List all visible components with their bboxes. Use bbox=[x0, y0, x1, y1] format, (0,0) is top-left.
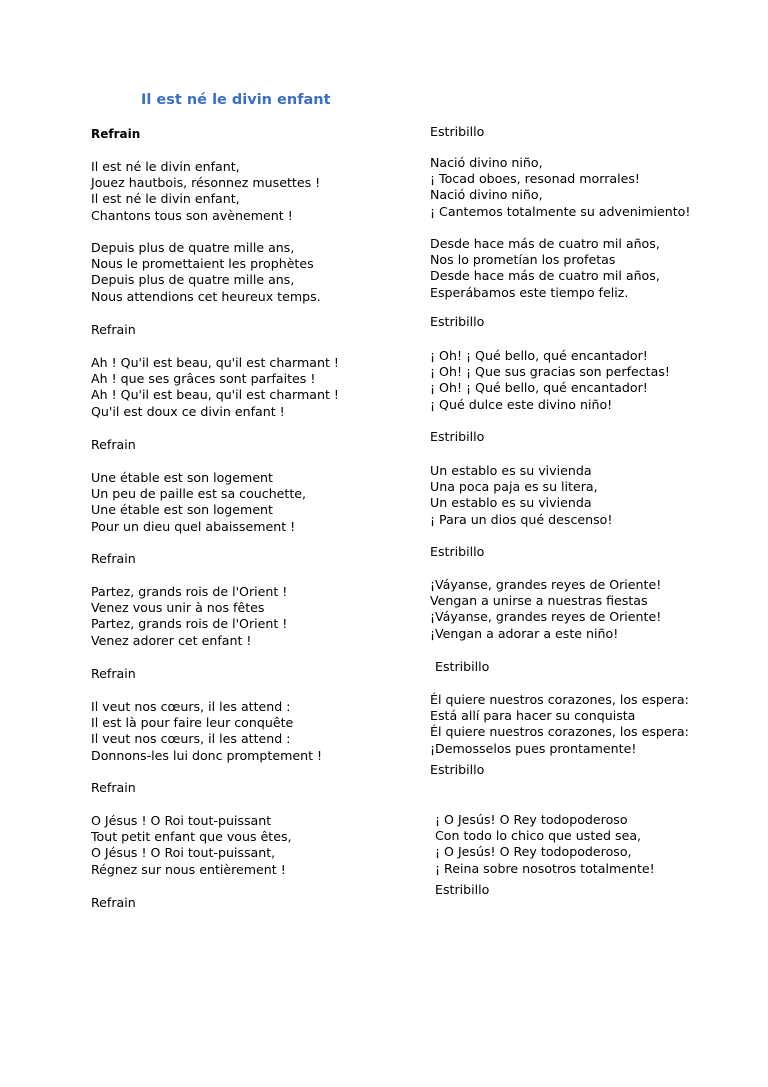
stanza-line: Partez, grands rois de l'Orient ! bbox=[91, 616, 288, 632]
french-stanza-4 bbox=[91, 470, 306, 535]
estribillo-label: Estribillo bbox=[430, 544, 485, 559]
refrain-label: Refrain bbox=[91, 437, 136, 452]
stanza-line: Tout petit enfant que vous êtes, bbox=[91, 829, 292, 845]
stanza-line: ¡Vengan a adorar a este niño! bbox=[430, 625, 619, 641]
spanish-stanza-6 bbox=[430, 692, 689, 757]
refrain-label: Refrain bbox=[91, 666, 136, 681]
stanza-line: ¡ Para un dios qué descenso! bbox=[430, 511, 613, 527]
stanza-line: ¡ Reina sobre nosotros totalmente! bbox=[435, 860, 655, 876]
stanza-line: Nos lo prometían los profetas bbox=[430, 252, 616, 268]
french-stanza-2 bbox=[91, 240, 321, 305]
spanish-stanza-3 bbox=[430, 348, 670, 413]
stanza-line: Partez, grands rois de l'Orient ! bbox=[91, 584, 288, 599]
stanza-line: Nació divino niño, bbox=[430, 155, 543, 170]
estribillo-label: Estribillo bbox=[430, 762, 485, 777]
stanza-line: Donnons-les lui donc promptement ! bbox=[91, 747, 323, 763]
estribillo-heading: Estribillo bbox=[430, 124, 485, 139]
estribillo-label: Estribillo bbox=[435, 659, 490, 674]
stanza-line: ¡ Tocad oboes, resonad morrales! bbox=[430, 171, 640, 187]
stanza-line: Un establo es su vivienda bbox=[430, 463, 592, 478]
spanish-stanza-7 bbox=[435, 812, 655, 877]
stanza-line: Nació divino niño, bbox=[430, 187, 543, 203]
stanza-line: Depuis plus de quatre mille ans, bbox=[91, 272, 295, 288]
stanza-line: Venez vous unir à nos fêtes bbox=[91, 600, 265, 616]
stanza-line: Vengan a unirse a nuestras fiestas bbox=[430, 593, 648, 609]
stanza-line: ¡ Cantemos totalmente su advenimiento! bbox=[430, 203, 691, 219]
stanza-line: Con todo lo chico que usted sea, bbox=[435, 828, 642, 844]
stanza-line: Un peu de paille est sa couchette, bbox=[91, 486, 307, 502]
stanza-line: Desde hace más de cuatro mil años, bbox=[430, 268, 660, 284]
french-stanza-5 bbox=[91, 584, 287, 649]
stanza-line: ¡Demosselos pues prontamente! bbox=[430, 740, 637, 756]
stanza-line: Une étable est son logement bbox=[91, 502, 273, 518]
estribillo-label: Estribillo bbox=[430, 314, 485, 329]
refrain-label: Refrain bbox=[91, 895, 136, 910]
french-stanza-3 bbox=[91, 355, 339, 420]
stanza-line: Una poca paja es su litera, bbox=[430, 479, 598, 495]
stanza-line: Desde hace más de cuatro mil años, bbox=[430, 236, 660, 251]
stanza-line: ¡ Oh! ¡ Qué bello, qué encantador! bbox=[430, 380, 648, 396]
spanish-stanza-5 bbox=[430, 577, 661, 642]
stanza-line: ¡ Oh! ¡ Que sus gracias son perfectas! bbox=[430, 364, 670, 380]
stanza-line: O Jésus ! O Roi tout-puissant, bbox=[91, 845, 276, 861]
stanza-line: ¡ Qué dulce este divino niño! bbox=[430, 396, 613, 412]
stanza-line: Depuis plus de quatre mille ans, bbox=[91, 240, 295, 255]
stanza-line: Il est né le divin enfant, bbox=[91, 159, 240, 174]
refrain-label: Refrain bbox=[91, 780, 136, 795]
stanza-line: Chantons tous son avènement ! bbox=[91, 207, 293, 223]
estribillo-label: Estribillo bbox=[430, 429, 485, 444]
stanza-line: O Jésus ! O Roi tout-puissant bbox=[91, 813, 272, 828]
stanza-line: Él quiere nuestros corazones, los espera: bbox=[430, 724, 689, 740]
stanza-line: Está allí para hacer su conquista bbox=[430, 708, 636, 724]
stanza-line: Venez adorer cet enfant ! bbox=[91, 632, 252, 648]
stanza-line: Il est là pour faire leur conquête bbox=[91, 715, 294, 731]
french-stanza-1 bbox=[91, 159, 320, 224]
refrain-label: Refrain bbox=[91, 322, 136, 337]
stanza-line: Régnez sur nous entièrement ! bbox=[91, 861, 286, 877]
refrain-label: Refrain bbox=[91, 551, 136, 566]
spanish-stanza-1 bbox=[430, 155, 690, 220]
stanza-line: Ah ! Qu'il est beau, qu'il est charmant ! bbox=[91, 387, 339, 403]
stanza-line: ¡ O Jesús! O Rey todopoderoso bbox=[435, 812, 628, 827]
stanza-line: Une étable est son logement bbox=[91, 470, 273, 485]
stanza-line: Jouez hautbois, résonnez musettes ! bbox=[91, 175, 321, 191]
stanza-line: Nous attendions cet heureux temps. bbox=[91, 288, 321, 304]
stanza-line: Esperábamos este tiempo feliz. bbox=[430, 284, 629, 300]
french-stanza-6 bbox=[91, 699, 322, 764]
stanza-line: ¡ Oh! ¡ Qué bello, qué encantador! bbox=[430, 348, 648, 363]
stanza-line: Il veut nos cœurs, il les attend : bbox=[91, 699, 291, 714]
page-title: Il est né le divin enfant bbox=[141, 92, 331, 108]
stanza-line: ¡ O Jesús! O Rey todopoderoso, bbox=[435, 844, 632, 860]
stanza-line: Ah ! que ses grâces sont parfaites ! bbox=[91, 371, 316, 387]
refrain-heading: Refrain bbox=[91, 127, 141, 141]
stanza-line: Ah ! Qu'il est beau, qu'il est charmant ! bbox=[91, 355, 339, 370]
stanza-line: ¡Váyanse, grandes reyes de Oriente! bbox=[430, 609, 662, 625]
stanza-line: ¡Váyanse, grandes reyes de Oriente! bbox=[430, 577, 662, 592]
stanza-line: Il veut nos cœurs, il les attend : bbox=[91, 731, 291, 747]
stanza-line: Pour un dieu quel abaissement ! bbox=[91, 518, 296, 534]
french-stanza-7 bbox=[91, 813, 292, 878]
estribillo-label: Estribillo bbox=[435, 882, 490, 897]
spanish-stanza-4 bbox=[430, 463, 612, 528]
stanza-line: Él quiere nuestros corazones, los espera: bbox=[430, 692, 689, 707]
stanza-line: Un establo es su vivienda bbox=[430, 495, 592, 511]
stanza-line: Il est né le divin enfant, bbox=[91, 191, 240, 207]
spanish-stanza-2 bbox=[430, 236, 660, 301]
stanza-line: Qu'il est doux ce divin enfant ! bbox=[91, 403, 285, 419]
stanza-line: Nous le promettaient les prophètes bbox=[91, 256, 314, 272]
